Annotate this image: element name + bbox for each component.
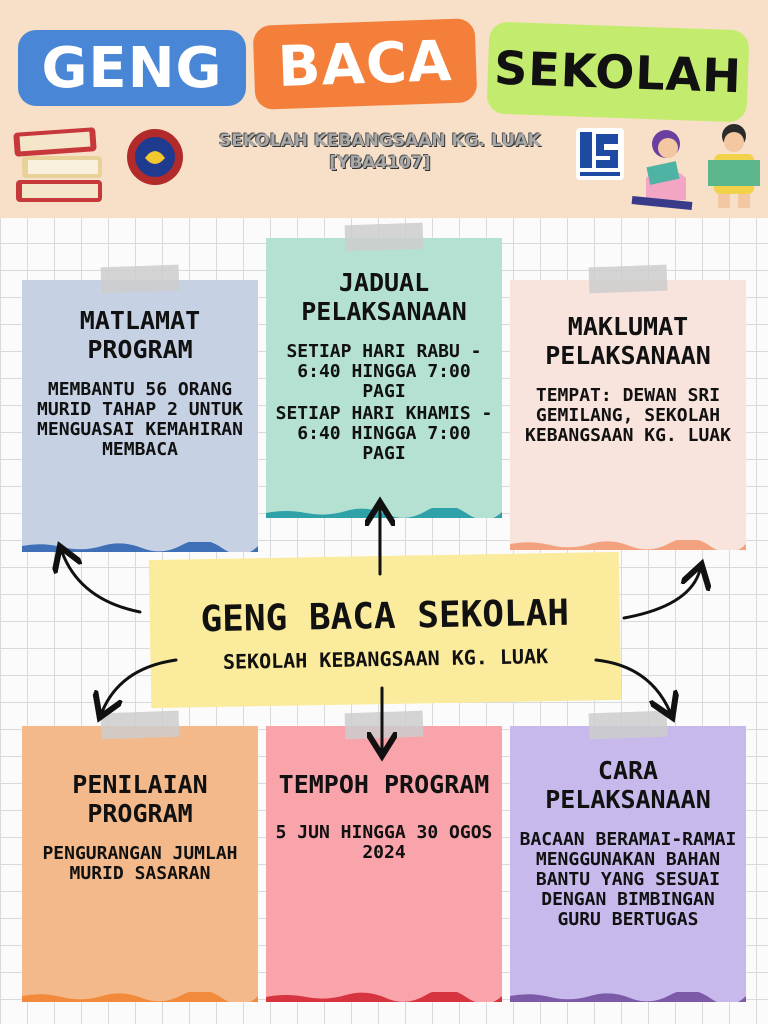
torn-edge xyxy=(510,540,746,550)
tape xyxy=(345,711,424,740)
torn-edge xyxy=(266,508,502,518)
card-matlamat-program xyxy=(22,280,258,552)
card-body: MEMBANTU 56 ORANG MURID TAHAP 2 UNTUK MENGUASAI KEMAHIRAN MEMBACA xyxy=(37,379,243,460)
tape xyxy=(101,711,180,740)
card-title: CARA PELAKSANAAN xyxy=(545,756,711,814)
card-body-rabu: SETIAP HARI RABU - 6:40 HINGGA 7:00 PAGI xyxy=(286,341,482,402)
tape xyxy=(345,223,424,252)
card-tempoh-program xyxy=(266,726,502,1002)
school-name-line1: SEKOLAH KEBANGSAAN KG. LUAK xyxy=(219,131,541,151)
school-crest-logo xyxy=(126,128,184,186)
title-word-sekolah: SEKOLAH xyxy=(486,21,749,122)
card-title: MAKLUMAT PELAKSANAAN xyxy=(545,312,711,370)
school-name xyxy=(190,130,570,174)
title-word-baca: BACA xyxy=(253,18,478,110)
tape xyxy=(101,265,180,294)
card-penilaian-program xyxy=(22,726,258,1002)
reading-kids-illustration xyxy=(612,120,764,212)
card-title: JADUAL PELAKSANAAN xyxy=(301,268,467,326)
card-title: MATLAMAT PROGRAM xyxy=(79,306,201,364)
card-body: TEMPAT: DEWAN SRI GEMILANG, SEKOLAH KEBANGSAAN KG. LUAK xyxy=(525,385,731,446)
torn-edge xyxy=(22,542,258,552)
title-word-geng: GENG xyxy=(18,30,246,106)
center-title: GENG BACA SEKOLAH xyxy=(200,592,570,641)
card-body: PENGURANGAN JUMLAH MURID SASARAN xyxy=(42,843,238,884)
tape xyxy=(589,265,668,294)
card-title: PENILAIAN PROGRAM xyxy=(72,770,208,828)
center-note xyxy=(149,552,622,708)
center-subtitle: SEKOLAH KEBANGSAAN KG. LUAK xyxy=(222,644,549,674)
tape xyxy=(589,711,668,740)
torn-edge xyxy=(266,992,502,1002)
torn-edge xyxy=(22,992,258,1002)
card-title: TEMPOH PROGRAM xyxy=(278,770,490,799)
school-code: [YBA4107] xyxy=(329,153,431,173)
arrow-to-matlamat xyxy=(62,552,140,612)
arrow-to-maklumat xyxy=(624,570,700,618)
card-body: 5 JUN HINGGA 30 OGOS 2024 xyxy=(275,822,493,863)
card-maklumat-pelaksanaan xyxy=(510,280,746,550)
card-body-khamis: SETIAP HARI KHAMIS - 6:40 HINGGA 7:00 PAGI xyxy=(275,403,493,464)
card-cara-pelaksanaan xyxy=(510,726,746,1002)
books-icon xyxy=(8,118,108,210)
card-jadual-pelaksanaan xyxy=(266,238,502,518)
torn-edge xyxy=(510,992,746,1002)
card-body: BACAAN BERAMAI-RAMAI MENGGUNAKAN BAHAN BANTU YANG SESUAI DENGAN BIMBINGAN GURU BERTUGAS xyxy=(519,829,737,930)
header-banner xyxy=(0,0,768,218)
